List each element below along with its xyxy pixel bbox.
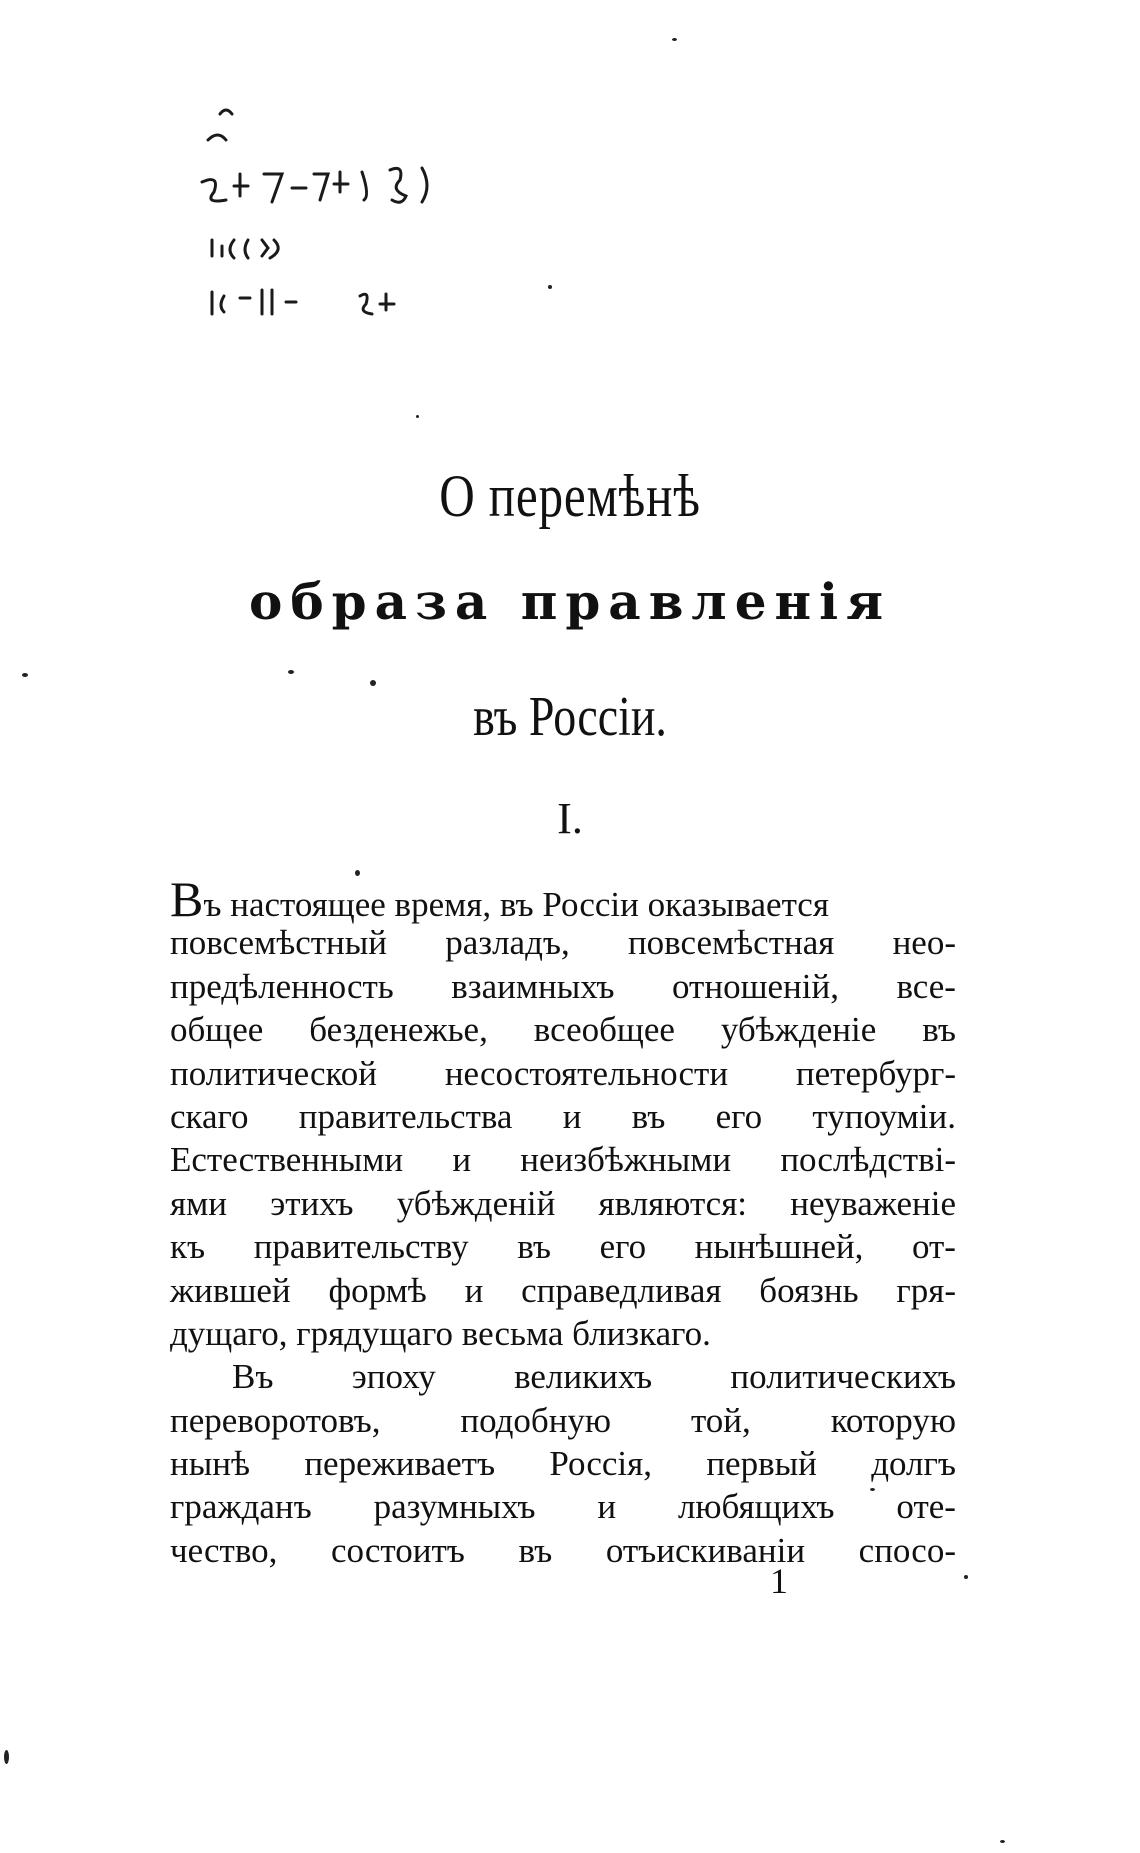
text-line [170,1008,956,1051]
word: убѣжденіе [720,1010,877,1050]
title-line-1: О перемѣнѣ [439,463,701,529]
word: отъискиваніи [605,1530,806,1570]
word: тупоуміи. [812,1096,956,1136]
section-number: I. [557,794,583,843]
first-line-text: ъ настоящее время, въ Россіи оказывается [203,885,829,924]
word: являются: [598,1183,748,1223]
word: политическихъ [730,1357,956,1397]
word: правительству [253,1227,469,1267]
text-line [170,871,956,927]
word: безденежье, [309,1010,488,1050]
title-line-2: образа правленія [248,572,892,631]
paragraph-end-line: дущаго, грядущаго весьма близкаго. [170,1313,711,1353]
text-line [170,1269,956,1312]
handwritten-marks-drawing [200,100,520,340]
scan-speck [370,680,376,686]
word: этихъ [270,1183,354,1223]
scan-speck [22,673,28,677]
word: переворотовъ, [170,1400,381,1440]
text-line [170,921,956,964]
word: отношеній, [672,966,839,1006]
text-line [170,1095,956,1138]
word: взаимныхъ [451,966,615,1006]
word: все- [896,966,956,1006]
text-line [170,1529,956,1572]
word: и [562,1096,582,1136]
word: въ [518,1530,553,1570]
word: политической [170,1053,377,1093]
scan-speck [416,415,419,418]
word: ями [170,1183,227,1223]
paragraph-start-line [170,1355,956,1398]
scan-speck [1000,1840,1005,1843]
word: несостоятельности [444,1053,729,1093]
word: справедливая [521,1270,722,1310]
word: нынѣшней, [694,1227,864,1267]
word: неизбѣжными [520,1140,732,1180]
text-line [170,1442,956,1485]
word: въ [517,1227,551,1267]
word: чество, [170,1530,278,1570]
word: его [715,1096,763,1136]
page-number: 1 [770,1561,788,1601]
word: и [452,1140,472,1180]
word: предѣленность [170,966,394,1006]
text-line [170,1182,956,1225]
word: и [464,1270,484,1310]
word: къ [170,1227,206,1267]
word: формѣ [328,1270,427,1310]
text-line [170,1225,956,1268]
text-line [170,965,956,1008]
body-text [170,871,956,1572]
first-line [170,871,829,927]
word: которую [830,1400,956,1440]
word: разумныхъ [373,1487,536,1527]
word: переживаетъ [304,1444,496,1484]
handwritten-catalog-marks [200,100,520,340]
word: его [599,1227,647,1267]
word: любящихъ [677,1487,835,1527]
text-line [170,1485,956,1528]
word: скаго [170,1096,249,1136]
word: неуваженіе [790,1183,956,1223]
scan-speck [548,285,552,289]
word: въ [922,1010,956,1050]
word: гря- [896,1270,956,1310]
word: гражданъ [170,1487,312,1527]
scan-speck [288,670,294,674]
word: нео- [892,923,956,963]
word: спосо- [858,1530,956,1570]
word: петербург- [795,1053,956,1093]
word: от- [911,1227,956,1267]
word: общее [170,1010,264,1050]
word: боязнь [759,1270,859,1310]
scan-speck [355,870,360,876]
scan-speck [964,1575,968,1579]
word: эпоху [351,1357,436,1397]
word: въ [631,1096,666,1136]
word: подобную [460,1400,612,1440]
word: правительства [298,1096,513,1136]
word: убѣжденій [396,1183,556,1223]
scan-speck [870,1488,875,1491]
word: великихъ [514,1357,653,1397]
text-line [170,1138,956,1181]
word: Россія, [549,1444,652,1484]
word: долгъ [871,1444,956,1484]
word: состоитъ [330,1530,465,1570]
word: Естественными [170,1140,404,1180]
word: и [597,1487,617,1527]
word: Въ [232,1357,274,1397]
word: повсемѣстный [170,923,388,963]
title-line-3: въ Россіи. [473,686,667,748]
word: нынѣ [170,1444,250,1484]
word: разладъ, [445,923,570,963]
word: повсемѣстная [627,923,835,963]
text-line [170,1399,956,1442]
word: оте- [896,1487,956,1527]
word: той, [690,1400,751,1440]
drop-cap: В [170,871,204,927]
scan-speck [4,1750,9,1764]
scan-speck [672,38,677,41]
word: первый [706,1444,817,1484]
word: всеобщее [533,1010,675,1050]
word: жившей [170,1270,291,1310]
text-line [170,1052,956,1095]
word: послѣдствi- [780,1140,956,1180]
